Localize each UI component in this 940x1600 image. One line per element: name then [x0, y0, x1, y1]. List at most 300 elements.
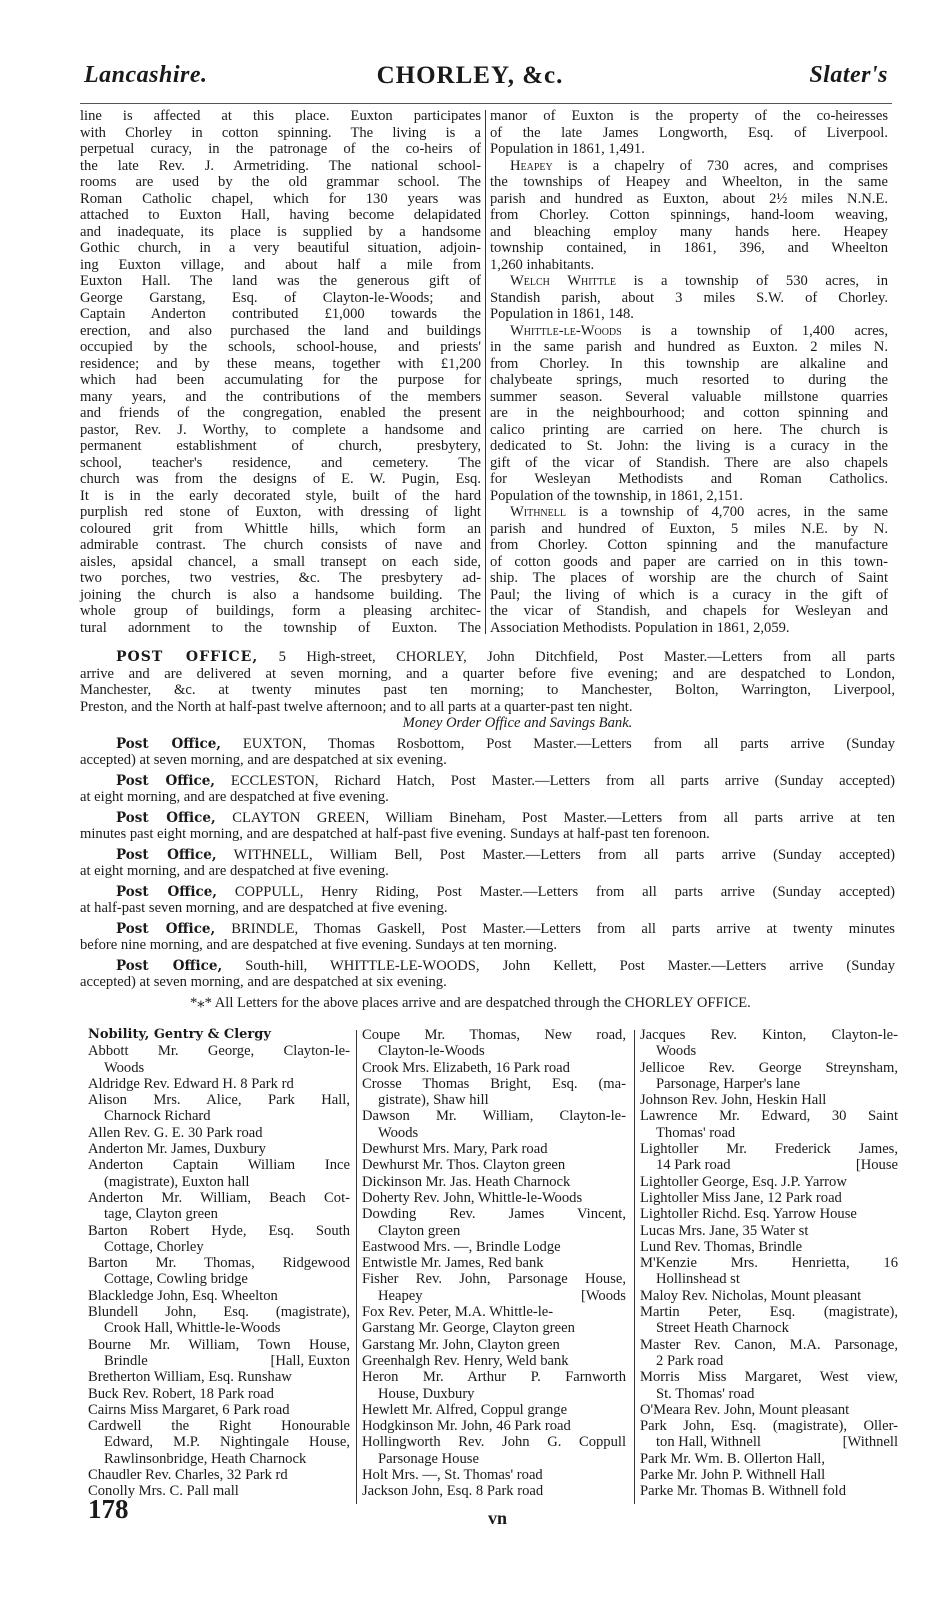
line-text: with Chorley in cotton spinning. The living is a	[80, 124, 481, 141]
directory-entry	[640, 1108, 898, 1141]
text-line	[80, 682, 895, 699]
entry-line: Clayton green	[378, 1222, 461, 1239]
text-line	[490, 422, 888, 439]
entry-overflow: [Withnell	[842, 1434, 898, 1451]
entry-line: Johnson Rev. John, Heskin Hall	[640, 1092, 827, 1109]
entry-line: Crosse Thomas Bright, Esq. (ma-	[362, 1075, 626, 1092]
entry-line: 2 Park road	[656, 1352, 724, 1369]
text-line	[80, 847, 895, 864]
line-text: two porches, two vestries, &c. The presbytery ad-	[80, 570, 481, 586]
entry-line: Fisher Rev. John, Parsonage House,	[362, 1271, 626, 1288]
line-text: and bleaching employ many hands here. Heapey	[490, 223, 888, 240]
line-text: is a chapelry of 730 acres, and comprises	[552, 157, 888, 174]
text-line	[490, 554, 888, 571]
line-text: Gothic church, in a very beautiful situation, adjoin-	[80, 240, 481, 256]
line-text: are in the neighbourhood; and cotton spinning and	[490, 405, 888, 421]
entry-line	[640, 1157, 898, 1173]
text-line	[490, 471, 888, 488]
text-line	[80, 937, 895, 954]
text-line	[490, 389, 888, 406]
entry-line: Master Rev. Canon, M.A. Parsonage,	[640, 1336, 898, 1353]
entry-line: Doherty Rev. John, Whittle-le-Woods	[362, 1189, 583, 1206]
entry-line: Hewlett Mr. Alfred, Coppul grange	[362, 1401, 568, 1418]
line-text: from Chorley. Cotton spinning and the manufacture	[490, 537, 888, 553]
entry-line: Dickinson Mr. Jas. Heath Charnock	[362, 1173, 571, 1190]
directory-entry	[362, 1402, 626, 1418]
entry-line: Morris Miss Margaret, West view,	[640, 1369, 898, 1386]
entry-line: Dowding Rev. James Vincent,	[362, 1206, 626, 1223]
text-line	[80, 488, 481, 505]
entry-line: Lawrence Mr. Edward, 30 Saint	[640, 1108, 898, 1125]
text-line	[80, 537, 481, 554]
text-line	[80, 554, 481, 571]
line-text: whole group of buildings, form a pleasing architec-	[80, 603, 481, 619]
entry-line: Crook Mrs. Elizabeth, 16 Park road	[362, 1059, 570, 1076]
line-text: EUXTON, Thomas Rosbottom, Post Master.—Letters from all parts arrive (Sunday	[221, 735, 895, 752]
text-line	[80, 290, 481, 307]
text-line	[490, 158, 888, 175]
text-line	[80, 773, 895, 790]
post-office-label: Post Office,	[116, 957, 223, 974]
text-line	[490, 323, 888, 340]
text-line	[490, 240, 888, 257]
entry-line: Parsonage House	[378, 1450, 479, 1467]
directory-entry	[362, 1076, 626, 1109]
text-line	[490, 455, 888, 472]
directory-entry	[640, 1223, 898, 1239]
entry-line: Jackson John, Esq. 8 Park road	[362, 1483, 544, 1500]
entry-line: Street Heath Charnock	[656, 1320, 789, 1337]
entry-line: St. Thomas' road	[656, 1385, 755, 1402]
column-divider	[485, 110, 486, 634]
entry-line: Woods	[104, 1059, 145, 1076]
line-text: is a township of 4,700 acres, in the same	[565, 504, 888, 520]
directory-heading: Nobility, Gentry & Clergy	[88, 1027, 271, 1042]
directory-entry	[88, 1157, 350, 1190]
line-text: attached to Euxton Hall, having become delapidated	[80, 207, 481, 223]
entry-line: Greenhalgh Rev. Henry, Weld bank	[362, 1352, 569, 1369]
post-office-entry	[80, 810, 895, 843]
directory-entry	[640, 1206, 898, 1222]
text-line	[490, 587, 888, 604]
directory-entry	[640, 1483, 898, 1499]
paragraph-lead: Withnell	[510, 504, 566, 520]
text-line	[80, 141, 481, 158]
line-text: of the late James Longworth, Esq. of Liverpool.	[490, 124, 888, 141]
entry-line: Blackledge John, Esq. Wheelton	[88, 1287, 278, 1304]
line-text: the townships of Heapey and Wheelton, in the same	[490, 174, 888, 190]
entry-text: ton Hall, Withnell	[656, 1434, 761, 1451]
line-text: Association Methodists. Population in 1861, 2,059.	[490, 619, 790, 636]
entry-line: Martin Peter, Esq. (magistrate),	[640, 1304, 898, 1321]
entry-line: Allen Rev. G. E. 30 Park road	[88, 1124, 263, 1141]
line-text: permanent establishment of church, presbytery,	[80, 438, 481, 454]
paragraph-lead: Whittle-le-Woods	[510, 322, 622, 339]
line-text: BRINDLE, Thomas Gaskell, Post Master.—Letters from all parts arrive at twenty minutes	[215, 920, 895, 937]
directory-entry	[88, 1369, 350, 1385]
text-line	[80, 191, 481, 208]
post-office-label: Post Office,	[116, 883, 217, 900]
text-line	[80, 389, 481, 406]
text-line	[80, 372, 481, 389]
text-line	[490, 438, 888, 455]
entry-line: Thomas' road	[656, 1124, 736, 1141]
text-line	[80, 471, 481, 488]
line-text: ship. The places of worship are the church of Saint	[490, 570, 888, 586]
running-head-title: CHORLEY, &c.	[376, 62, 564, 89]
entry-line	[640, 1434, 898, 1450]
entry-line: (magistrate), Euxton hall	[104, 1173, 250, 1190]
directory-entry	[88, 1304, 350, 1337]
line-text: accepted) at seven morning, and are despatched at six evening.	[80, 752, 447, 768]
text-line	[80, 603, 481, 620]
entry-line: Blundell John, Esq. (magistrate),	[88, 1304, 350, 1321]
line-text: parish and hundred of Euxton, 5 miles N.E. by N.	[490, 520, 888, 537]
entry-line: Charnock Richard	[104, 1108, 211, 1125]
text-line	[80, 570, 481, 587]
line-text: coloured grit from Whittle hills, which form an	[80, 520, 481, 537]
directory-entry	[640, 1092, 898, 1108]
directory-entry	[362, 1157, 626, 1173]
article-left-column	[80, 108, 481, 636]
entry-overflow: [Woods	[580, 1287, 626, 1304]
directory-entry	[640, 1239, 898, 1255]
line-text: purplish red stone of Euxton, with dressing of light	[80, 504, 481, 520]
line-text: rooms are used by the old grammar school. The	[80, 174, 481, 190]
line-text: residence; and by these means, together with £1,200	[80, 355, 481, 372]
directory-entry	[88, 1076, 350, 1092]
text-line	[490, 257, 888, 274]
directory-column-1	[88, 1027, 350, 1500]
line-text: which had been accumulating for the purpose for	[80, 372, 481, 388]
text-line	[80, 356, 481, 373]
post-office-footnote: *⁎* All Letters for the above places arrive and are despatched through the CHORLEY OFFICE.	[190, 994, 751, 1011]
text-line	[80, 863, 895, 880]
directory-entry	[640, 1174, 898, 1190]
running-head-publisher: Slater's	[809, 62, 888, 88]
text-line	[490, 620, 888, 637]
post-office-label: Post Office,	[116, 772, 215, 789]
directory-entry	[88, 1255, 350, 1288]
text-line	[490, 521, 888, 538]
text-line	[490, 570, 888, 587]
line-text: George Garstang, Esq. of Clayton-le-Woods; and	[80, 289, 481, 306]
text-line	[80, 224, 481, 241]
entry-line: Park Mr. Wm. B. Ollerton Hall,	[640, 1450, 825, 1467]
line-text: of cotton goods and paper are carried on in this town-	[490, 553, 888, 570]
line-text: perpetual curacy, in the patronage of the co-heirs of	[80, 141, 481, 157]
directory-entry	[362, 1239, 626, 1255]
entry-line: Parsonage, Harper's lane	[656, 1075, 801, 1092]
text-line	[80, 125, 481, 142]
entry-line: Chaudler Rev. Charles, 32 Park rd	[88, 1467, 288, 1484]
line-text: township contained, in 1861, 396, and Wheelton	[490, 240, 888, 256]
directory-entry	[640, 1288, 898, 1304]
text-line	[80, 339, 481, 356]
entry-line: Dewhurst Mrs. Mary, Park road	[362, 1141, 548, 1158]
line-text: minutes past eight morning, and are despatched at half-past five evening. Sundays at half-past ten forenoon.	[80, 826, 710, 842]
entry-line: Park John, Esq. (magistrate), Oller-	[640, 1418, 898, 1435]
line-text: from Chorley. Cotton spinnings, hand-loom weaving,	[490, 207, 888, 223]
text-line	[80, 504, 481, 521]
entry-line: Cottage, Chorley	[104, 1238, 204, 1255]
column-divider	[356, 1030, 357, 1504]
text-line	[490, 405, 888, 422]
line-text: line is affected at this place. Euxton participates	[80, 108, 481, 124]
line-text: ing Euxton village, and about half a mile from	[80, 256, 481, 273]
entry-line: Conolly Mrs. C. Pall mall	[88, 1483, 239, 1500]
directory-entry	[640, 1190, 898, 1206]
entry-line: Parke Mr. Thomas B. Withnell fold	[640, 1483, 847, 1500]
post-office-label: Post Office,	[116, 809, 216, 826]
post-office-label: Post Office,	[116, 735, 222, 752]
directory-entry	[88, 1190, 350, 1223]
text-line	[490, 537, 888, 554]
directory-entry	[88, 1043, 350, 1076]
text-line	[80, 174, 481, 191]
entry-line: Woods	[378, 1124, 419, 1141]
directory-entry	[640, 1418, 898, 1451]
line-text: gift of the vicar of Standish. There are also chapels	[490, 454, 888, 471]
post-office-main	[80, 649, 895, 732]
text-line	[80, 649, 895, 666]
directory-entry	[362, 1108, 626, 1141]
entry-line: Parke Mr. John P. Withnell Hall	[640, 1467, 826, 1484]
text-line	[80, 921, 895, 938]
text-line	[490, 504, 888, 521]
text-line	[80, 438, 481, 455]
entry-line: Holt Mrs. —, St. Thomas' road	[362, 1467, 543, 1484]
line-text: in the same parish and hundred as Euxton. 2 miles N.	[490, 339, 888, 355]
text-line	[490, 174, 888, 191]
entry-line: Eastwood Mrs. —, Brindle Lodge	[362, 1238, 561, 1255]
line-text: 1,260 inhabitants.	[490, 256, 595, 273]
line-text: ECCLESTON, Richard Hatch, Post Master.—Letters from all parts arrive (Sunday accepted)	[215, 772, 896, 789]
directory-entry	[362, 1255, 626, 1271]
text-line	[80, 620, 481, 637]
line-text: South-hill, WHITTLE-LE-WOODS, John Kellett, Post Master.—Letters arrive (Sunday	[222, 957, 896, 974]
entry-line: Cairns Miss Margaret, 6 Park road	[88, 1401, 290, 1418]
directory-entry	[640, 1141, 898, 1174]
entry-line	[362, 1288, 626, 1304]
directory-entry	[640, 1451, 898, 1467]
entry-line: gistrate), Shaw hill	[378, 1092, 489, 1109]
line-text: and inadequate, its place is supplied by a handsome	[80, 223, 481, 240]
entry-line: Aldridge Rev. Edward H. 8 Park rd	[88, 1075, 294, 1092]
text-line	[80, 810, 895, 827]
entry-line: M'Kenzie Mrs. Henrietta, 16	[640, 1255, 898, 1272]
line-text: CLAYTON GREEN, William Bineham, Post Master.—Letters from all parts arrive at ten	[215, 809, 895, 826]
directory-entry	[88, 1223, 350, 1256]
entry-line: O'Meara Rev. John, Mount pleasant	[640, 1401, 850, 1418]
text-line	[80, 108, 481, 125]
directory-entry	[362, 1174, 626, 1190]
entry-line: Fox Rev. Peter, M.A. Whittle-le-	[362, 1304, 554, 1321]
line-text: Population of the township, in 1861, 2,151.	[490, 487, 743, 504]
entry-line: Lightoller Miss Jane, 12 Park road	[640, 1189, 842, 1206]
entry-line: Alison Mrs. Alice, Park Hall,	[88, 1092, 350, 1109]
text-line	[490, 191, 888, 208]
line-text: the vicar of Standish, and chapels for Wesleyan and	[490, 603, 888, 619]
directory-entry	[362, 1141, 626, 1157]
line-text: manor of Euxton is the property of the co-heiresses	[490, 108, 888, 124]
entry-line: Crook Hall, Whittle-le-Woods	[104, 1320, 281, 1337]
line-text: Preston, and the North at half-past twelve afternoon; and to all parts at a quarter-past ten night.	[80, 698, 633, 715]
directory-entry	[362, 1467, 626, 1483]
post-office-entry	[80, 884, 895, 917]
entry-line: Entwistle Mr. James, Red bank	[362, 1255, 544, 1272]
line-text: is a township of 530 acres, in	[616, 273, 888, 289]
text-line	[80, 974, 895, 991]
text-line	[80, 240, 481, 257]
entry-line: Bourne Mr. William, Town House,	[88, 1336, 350, 1353]
text-line	[80, 306, 481, 323]
text-line	[80, 158, 481, 175]
text-line	[490, 207, 888, 224]
entry-line: Anderton Mr. James, Duxbury	[88, 1141, 266, 1158]
text-line	[80, 521, 481, 538]
text-line	[80, 958, 895, 975]
entry-line: Rawlinsonbridge, Heath Charnock	[104, 1450, 307, 1467]
directory-entry	[362, 1353, 626, 1369]
header-rule	[80, 103, 892, 104]
text-line	[490, 603, 888, 620]
text-line	[80, 789, 895, 806]
line-text: summer season. Several valuable millstone quarries	[490, 388, 888, 405]
directory-entry	[88, 1288, 350, 1304]
directory-entry	[640, 1337, 898, 1370]
line-text: COPPULL, Henry Riding, Post Master.—Letters from all parts arrive (Sunday accepted)	[217, 883, 895, 900]
directory-entry	[362, 1190, 626, 1206]
entry-line: Jacques Rev. Kinton, Clayton-le-	[640, 1027, 898, 1043]
line-text: church was from the designs of E. W. Pugin, Esq.	[80, 471, 481, 487]
line-text: accepted) at seven morning, and are despatched at six evening.	[80, 974, 447, 990]
entry-line: Lightoller Mr. Frederick James,	[640, 1141, 898, 1158]
directory-entry	[362, 1369, 626, 1402]
entry-line: Hollinshead st	[656, 1271, 740, 1288]
line-text: Population in 1861, 1,491.	[490, 141, 645, 157]
line-text: dedicated to St. John: the living is a curacy in the	[490, 438, 888, 454]
directory-entry	[640, 1304, 898, 1337]
line-text: and friends of the congregation, enabled the present	[80, 405, 481, 421]
directory-entry	[88, 1092, 350, 1125]
line-text: before nine morning, and are despatched at five evening. Sundays at ten morning.	[80, 937, 557, 953]
line-text: Manchester, &c. at twenty minutes past ten morning; to Manchester, Bolton, Warrington, Liverpool,	[80, 682, 895, 698]
text-line	[490, 372, 888, 389]
directory-entry	[88, 1467, 350, 1483]
entry-line: Anderton Mr. William, Beach Cot-	[88, 1189, 350, 1206]
line-text: Population in 1861, 148.	[490, 306, 634, 322]
entry-line: House, Duxbury	[378, 1385, 475, 1402]
directory-entry	[362, 1027, 626, 1060]
text-line	[490, 125, 888, 142]
directory-entry	[362, 1434, 626, 1467]
directory-entry	[640, 1255, 898, 1288]
entry-line: Lucas Mrs. Jane, 35 Water st	[640, 1222, 809, 1239]
line-text: occupied by the schools, school-house, and priests'	[80, 339, 481, 355]
directory-column-3	[640, 1027, 898, 1500]
text-line	[490, 108, 888, 125]
entry-line: Clayton-le-Woods	[378, 1043, 485, 1060]
text-line	[80, 257, 481, 274]
line-text: parish and hundred as Euxton, about 2½ miles N.N.E.	[490, 190, 888, 207]
entry-text: 14 Park road	[656, 1157, 731, 1174]
directory-entry	[88, 1418, 350, 1467]
line-text: is a township of 1,400 acres,	[621, 322, 888, 339]
text-line	[80, 884, 895, 901]
money-order-note: Money Order Office and Savings Bank.	[402, 715, 633, 731]
entry-line: Barton Robert Hyde, Esq. South	[88, 1222, 350, 1239]
entry-overflow: [House	[855, 1157, 898, 1174]
directory-entry	[640, 1369, 898, 1402]
text-line	[490, 488, 888, 505]
entry-line	[88, 1353, 350, 1369]
entry-line: Jellicoe Rev. George Streynsham,	[640, 1059, 898, 1076]
post-office-entry	[80, 736, 895, 769]
entry-line: Dawson Mr. William, Clayton-le-	[362, 1108, 626, 1125]
text-line	[80, 736, 895, 753]
entry-line: Garstang Mr. John, Clayton green	[362, 1336, 560, 1353]
directory-entry	[362, 1418, 626, 1434]
directory-entry	[362, 1304, 626, 1320]
line-text: Roman Catholic chapel, which for 130 years was	[80, 190, 481, 207]
text-line	[80, 323, 481, 340]
entry-line: Cottage, Cowling bridge	[104, 1271, 248, 1288]
line-text: arrive and are delivered at seven morning, and a quarter before five evening; and are despatched to London,	[80, 665, 895, 682]
line-text: school, teacher's residence, and cemetery. The	[80, 454, 481, 471]
entry-line: Barton Mr. Thomas, Ridgewood	[88, 1255, 350, 1272]
directory-entry	[88, 1402, 350, 1418]
text-line	[490, 339, 888, 356]
entry-line: Bretherton William, Esq. Runshaw	[88, 1369, 292, 1386]
line-text: pastor, Rev. J. Worthy, to complete a handsome and	[80, 421, 481, 438]
directory-entry	[362, 1337, 626, 1353]
entry-line: Hodgkinson Mr. John, 46 Park road	[362, 1418, 571, 1435]
directory-entry	[88, 1125, 350, 1141]
line-text: calico printing are carried on here. The church is	[490, 421, 888, 438]
line-text: from Chorley. In this township are alkaline and	[490, 355, 888, 372]
text-line	[490, 290, 888, 307]
directory-entry	[88, 1141, 350, 1157]
post-office-label: Post Office,	[116, 846, 217, 863]
line-text: erection, and also purchased the land and buildings	[80, 322, 481, 339]
post-office-label: Post Office,	[116, 920, 216, 937]
text-line	[490, 273, 888, 290]
line-text: admirable contrast. The church consists of nave and	[80, 537, 481, 553]
entry-line: Edward, M.P. Nightingale House,	[104, 1434, 350, 1451]
entry-line: Coupe Mr. Thomas, New road,	[362, 1027, 626, 1043]
post-office-label: POST OFFICE,	[116, 649, 259, 665]
text-line	[80, 405, 481, 422]
page-number: 178	[88, 1494, 129, 1524]
column-divider	[634, 1030, 635, 1504]
entry-line: Lightoller George, Esq. J.P. Yarrow	[640, 1173, 847, 1190]
text-line	[80, 422, 481, 439]
directory-column-2	[362, 1027, 626, 1500]
text-line	[80, 699, 895, 716]
post-office-entry	[80, 958, 895, 991]
directory-entry	[640, 1467, 898, 1483]
line-text: joining the church is also a handsome building. The	[80, 586, 481, 603]
post-office-section	[80, 649, 895, 1011]
directory-entry	[362, 1271, 626, 1304]
line-text: It is in the early decorated style, built of the hard	[80, 487, 481, 504]
entry-line: Anderton Captain William Ince	[88, 1157, 350, 1174]
entry-line: Cardwell the Right Honourable	[88, 1418, 350, 1435]
text-line	[80, 587, 481, 604]
entry-line: Dewhurst Mr. Thos. Clayton green	[362, 1157, 566, 1174]
line-text: Captain Anderton contributed £1,000 towards the	[80, 306, 481, 322]
